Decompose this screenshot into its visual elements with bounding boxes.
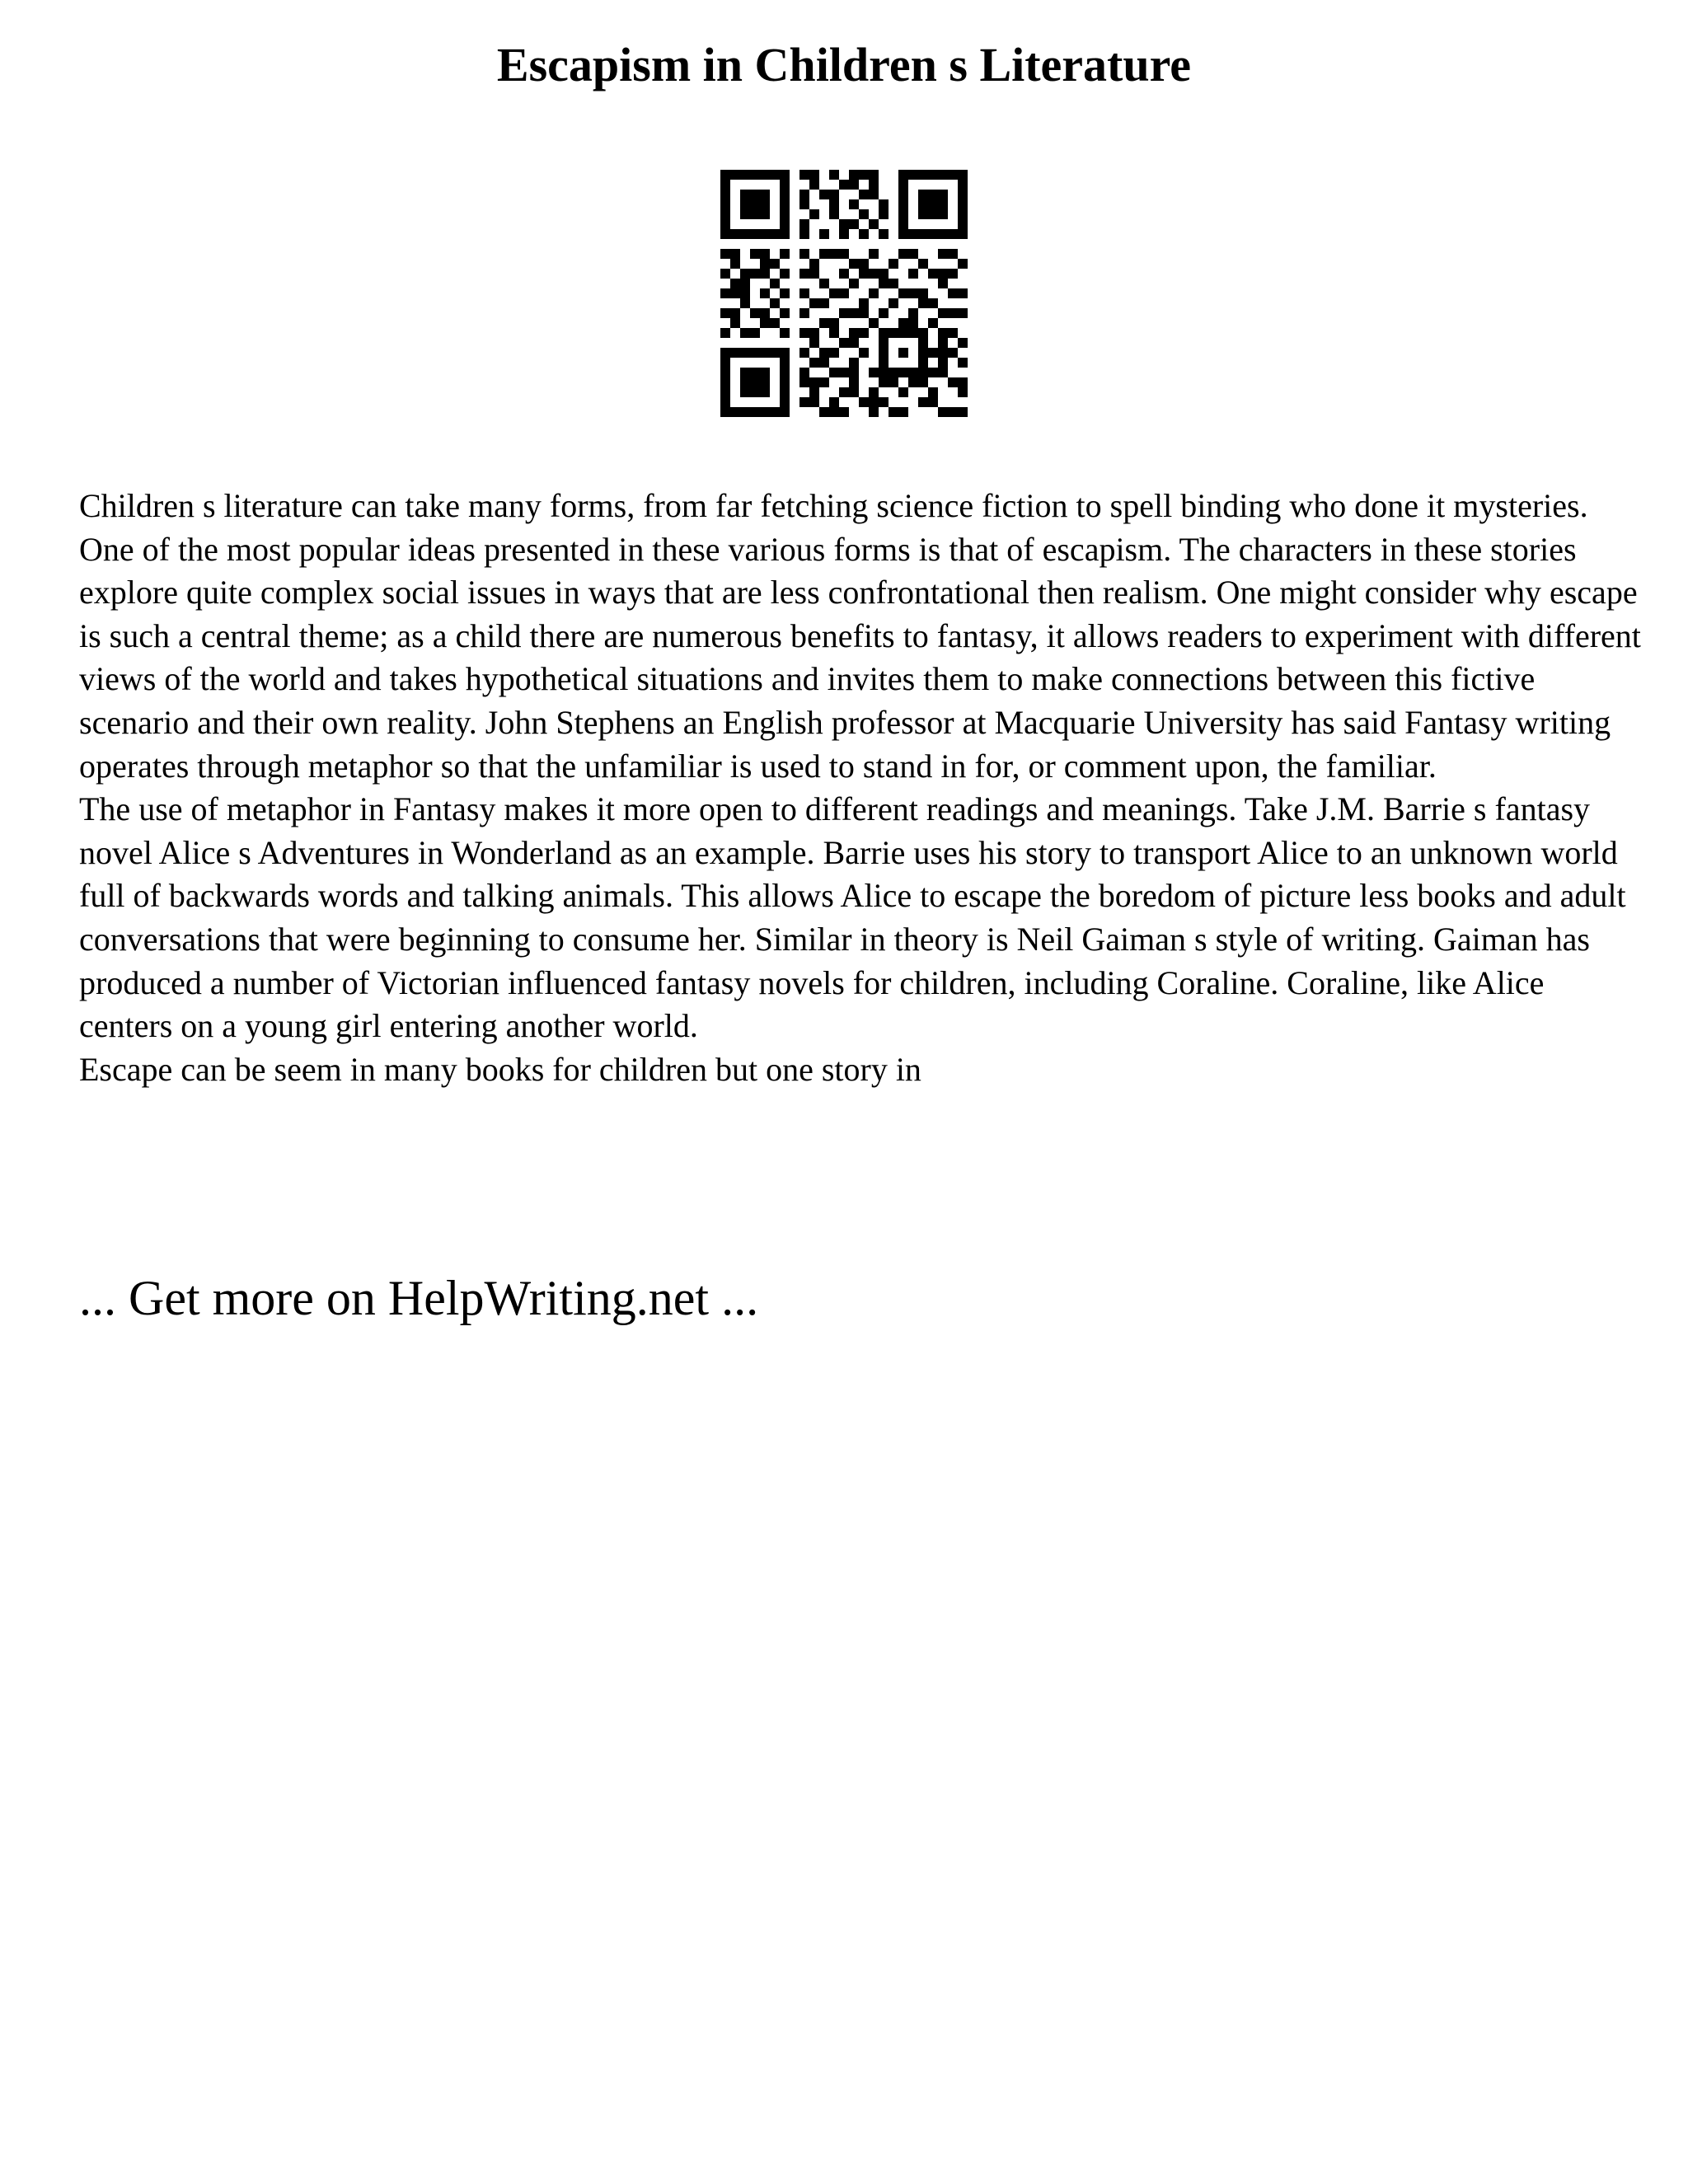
article-body — [79, 485, 1645, 1091]
page-title: Escapism in Children s Literature — [496, 38, 1192, 91]
paragraph: Children s literature can take many forms, from far fetching science fiction to spell binding who done it mysteries. One of the most popular ideas presented in these various forms is that of escapism. The characters in these stories explore quite complex social issues in ways that are less confrontational then realism. One might consider why escape is such a central theme; as a child there are numerous benefits to fantasy, it allows readers to experiment with different views of the world and takes hypothetical situations and invites them to make connections between this fictive scenario and their own reality. John Stephens an English professor at Macquarie University has said Fantasy writing operates through metaphor so that the unfamiliar is used to stand in for, or comment upon, the familiar. — [79, 487, 1641, 785]
qr-code-icon[interactable] — [720, 170, 968, 417]
paragraph: Escape can be seem in many books for children but one story in — [79, 1050, 921, 1088]
get-more-link[interactable]: ... Get more on HelpWriting.net ... — [79, 1271, 759, 1325]
paragraph: The use of metaphor in Fantasy makes it more open to different readings and meanings. Take J.M. Barrie s fantasy novel Alice s Adventures in Wonderland as an example. Barrie uses his story to transport Alice to an unknown world full of backwards words and talking animals. This allows Alice to escape the boredom of picture less books and adult conversations that were beginning to consume her. Similar in theory is Neil Gaiman s style of writing. Gaiman has produced a number of Victorian influenced fantasy novels for children, including Coraline. Coraline, like Alice centers on a young girl entering another world. — [79, 790, 1626, 1045]
